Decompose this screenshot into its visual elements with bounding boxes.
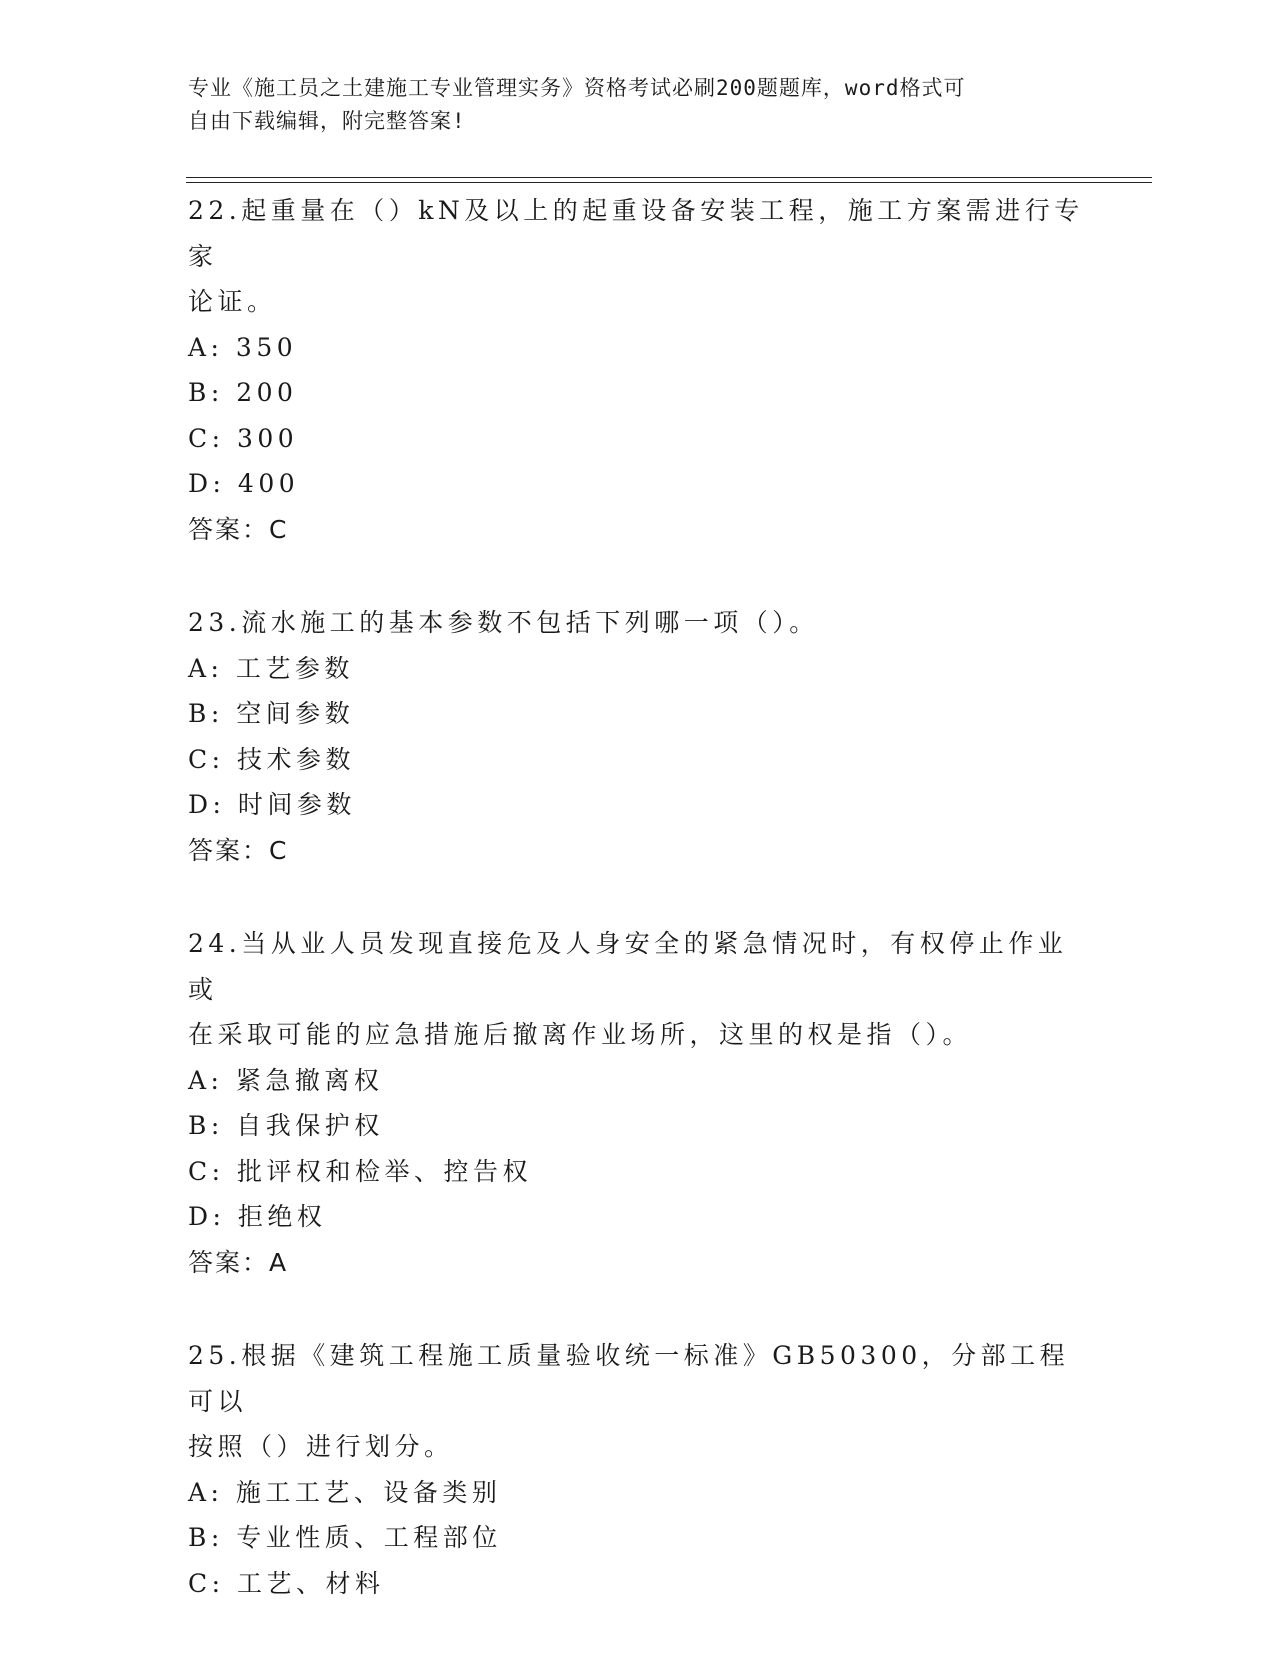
question-stem-line: 论证。 [188, 287, 277, 316]
header-line-1: 专业《施工员之土建施工专业管理实务》资格考试必刷200题题库，word格式可 [188, 76, 966, 100]
header-divider-top [186, 177, 1152, 178]
option-c: C: 工艺、材料 [188, 1568, 385, 1598]
option-c: C: 300 [188, 423, 299, 453]
option-d: D: 拒绝权 [188, 1202, 327, 1231]
option-d: D: 400 [188, 469, 300, 498]
answer-line: 答案：A [188, 1247, 289, 1277]
option-a: A: 350 [188, 332, 298, 362]
option-b: B: 专业性质、工程部位 [188, 1523, 502, 1552]
option-b: B: 200 [188, 378, 298, 407]
question-stem-line: 23.流水施工的基本参数不包括下列哪一项（）。 [188, 608, 819, 637]
question-list [188, 188, 1088, 1654]
option-c: C: 技术参数 [188, 744, 355, 774]
answer-line: 答案：C [188, 835, 289, 865]
option-b: B: 自我保护权 [188, 1111, 384, 1140]
question-stem-line: 在采取可能的应急措施后撤离作业场所，这里的权是指（）。 [188, 1020, 973, 1049]
option-a: A: 紧急撤离权 [188, 1065, 384, 1095]
question-stem-line: 24.当从业人员发现直接危及人身安全的紧急情况时，有权停止作业或 [188, 929, 1068, 1004]
header-divider-bottom [186, 182, 1152, 183]
question-stem-line: 25.根据《建筑工程施工质量验收统一标准》GB50300，分部工程可以 [188, 1341, 1070, 1416]
option-a: A: 工艺参数 [188, 653, 354, 683]
question-24 [188, 921, 1088, 1285]
header-line-2: 自由下载编辑，附完整答案! [188, 109, 466, 133]
option-a: A: 施工工艺、设备类别 [188, 1477, 502, 1507]
option-b: B: 空间参数 [188, 699, 355, 728]
answer-line: 答案：C [188, 514, 289, 544]
question-22 [188, 188, 1088, 552]
question-23 [188, 600, 1088, 873]
question-stem-line: 22.起重量在（）kN及以上的起重设备安装工程，施工方案需进行专家 [188, 196, 1084, 271]
option-d: D: 时间参数 [188, 790, 356, 819]
option-c: C: 批评权和检举、控告权 [188, 1156, 532, 1186]
question-stem-line: 按照（）进行划分。 [188, 1432, 454, 1461]
question-25 [188, 1333, 1088, 1606]
document-header [188, 72, 1088, 138]
